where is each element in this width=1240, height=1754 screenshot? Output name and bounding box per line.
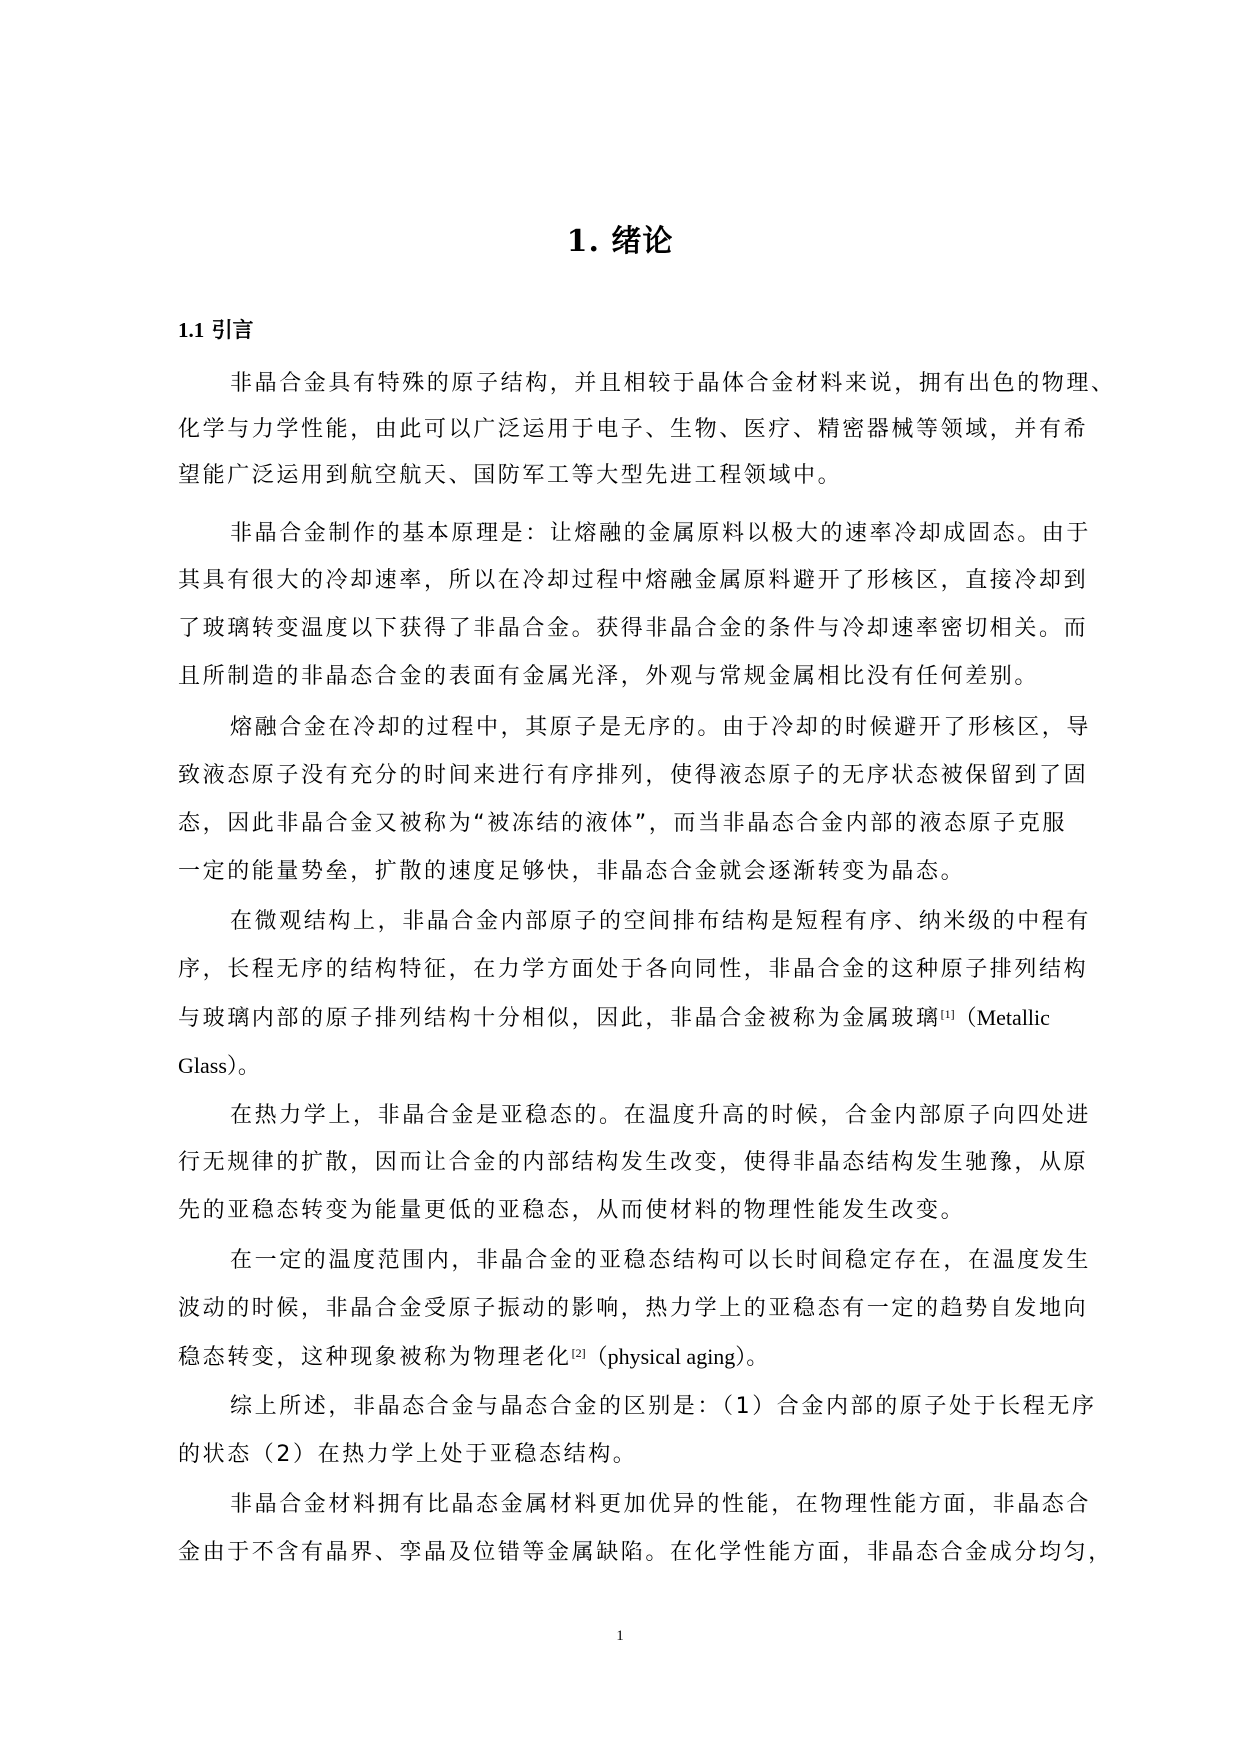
text-line: 金由于不含有晶界、孪晶及位错等金属缺陷。在化学性能方面，非晶态合金成分均匀， — [178, 1540, 1113, 1565]
section-heading — [178, 315, 254, 345]
text-line — [178, 1002, 1050, 1035]
text-line: 且所制造的非晶态合金的表面有金属光泽，外观与常规金属相比没有任何差别。 — [178, 664, 1040, 689]
citation-ref-1[interactable]: [1] — [940, 1007, 955, 1021]
text-line: 非晶合金材料拥有比晶态金属材料更加优异的性能，在物理性能方面，非晶态合 — [230, 1492, 1092, 1517]
text-line: 行无规律的扩散，因而让合金的内部结构发生改变，使得非晶态结构发生驰豫，从原 — [178, 1150, 1089, 1175]
text-line: Glass）。 — [178, 1053, 260, 1078]
text-line: 了玻璃转变温度以下获得了非晶合金。获得非晶合金的条件与冷却速率密切相关。而 — [178, 616, 1089, 641]
page-number: 1 — [616, 1628, 624, 1644]
text-line: 其具有很大的冷却速率，所以在冷却过程中熔融金属原料避开了形核区，直接冷却到 — [178, 568, 1089, 593]
text-line: 的状态（2）在热力学上处于亚稳态结构。 — [178, 1442, 638, 1467]
text-line: 在一定的温度范围内，非晶合金的亚稳态结构可以长时间稳定存在，在温度发生 — [230, 1248, 1092, 1273]
section-number: 1.1 — [178, 318, 205, 342]
text-line: 望能广泛运用到航空航天、国防军工等大型先进工程领域中。 — [178, 463, 843, 488]
section-title: 引言 — [211, 318, 254, 342]
text-line: 致液态原子没有充分的时间来进行有序排列，使得液态原子的无序状态被保留到了固 — [178, 763, 1089, 788]
text-line: 态，因此非晶合金又被称为“被冻结的液体”，而当非晶态合金内部的液态原子克服 — [178, 811, 1067, 836]
text-line: 非晶合金制作的基本原理是：让熔融的金属原料以极大的速率冷却成固态。由于 — [230, 521, 1092, 546]
text-line: 综上所述，非晶态合金与晶态合金的区别是：（1）合金内部的原子处于长程无序 — [230, 1394, 1097, 1419]
text-line: 一定的能量势垒，扩散的速度足够快，非晶态合金就会逐渐转变为晶态。 — [178, 859, 966, 884]
text-segment: 与玻璃内部的原子排列结构十分相似，因此，非晶合金被称为金属玻璃 — [178, 1006, 941, 1031]
text-segment: 稳态转变，这种现象被称为物理老化 — [178, 1345, 572, 1370]
text-line: 先的亚稳态转变为能量更低的亚稳态，从而使材料的物理性能发生改变。 — [178, 1198, 966, 1223]
text-line: 在热力学上，非晶合金是亚稳态的。在温度升高的时候，合金内部原子向四处进 — [230, 1103, 1092, 1128]
text-line: 熔融合金在冷却的过程中，其原子是无序的。由于冷却的时候避开了形核区，导 — [230, 715, 1092, 740]
citation-ref-2[interactable]: [2] — [571, 1346, 586, 1360]
text-line: 化学与力学性能，由此可以广泛运用于电子、生物、医疗、精密器械等领域，并有希 — [178, 417, 1089, 442]
text-segment: （Metallic — [954, 1005, 1050, 1030]
text-line: 波动的时候，非晶合金受原子振动的影响，热力学上的亚稳态有一定的趋势自发地向 — [178, 1296, 1089, 1321]
text-segment: （physical aging）。 — [585, 1344, 769, 1369]
text-line: 非晶合金具有特殊的原子结构，并且相较于晶体合金材料来说，拥有出色的物理、 — [230, 371, 1116, 396]
chapter-title: 1. 绪论 — [566, 224, 674, 259]
text-line — [178, 1341, 768, 1374]
text-line: 序，长程无序的结构特征，在力学方面处于各向同性，非晶合金的这种原子排列结构 — [178, 957, 1089, 982]
text-line: 在微观结构上，非晶合金内部原子的空间排布结构是短程有序、纳米级的中程有 — [230, 909, 1092, 934]
